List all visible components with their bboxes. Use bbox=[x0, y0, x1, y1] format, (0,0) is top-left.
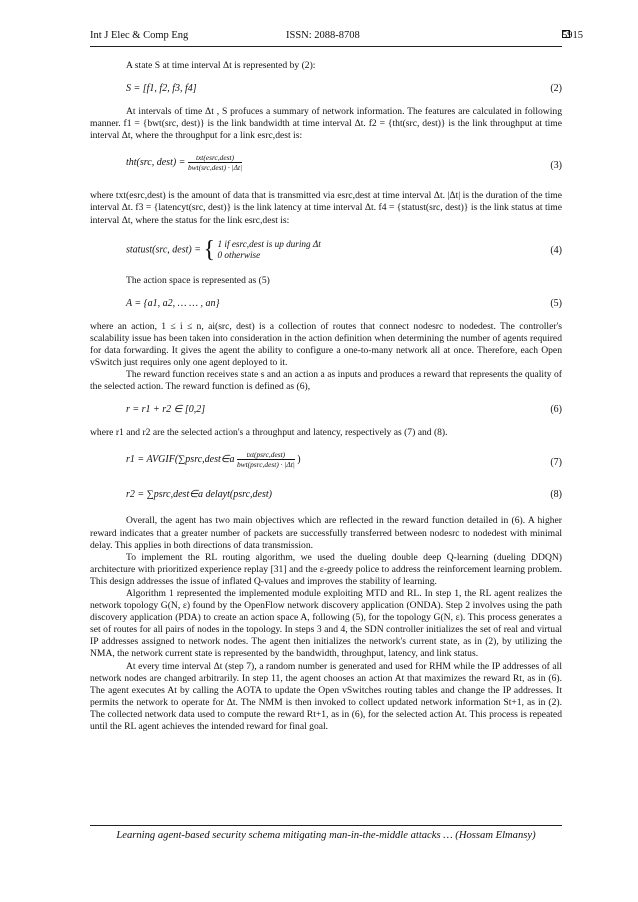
equation-8-number: (8) bbox=[550, 489, 562, 501]
paragraph-reward-function: The reward function receives state s and an action a as inputs and produces a reward that represents the quality of the selected action. The reward function is defined as (6), bbox=[90, 369, 562, 393]
equation-8 bbox=[126, 489, 562, 503]
equation-2-number: (2) bbox=[550, 83, 562, 95]
paragraph-overall: Overall, the agent has two main objectives which are reflected in the reward function detailed in (6). A higher reward indicates that a greater number of packets are successfully transferred between nodesrc to nodedest with minimal delay. This applies in both directions of data transmission. bbox=[90, 515, 562, 551]
equation-3-number: (3) bbox=[550, 160, 562, 172]
equation-5-expr: A = {a1, a2, … … , an} bbox=[126, 297, 220, 309]
equation-3 bbox=[126, 153, 562, 181]
equation-4 bbox=[126, 238, 562, 266]
paragraph-where-r: where r1 and r2 are the selected action's a throughput and latency, respectively as (7) and (8). bbox=[90, 427, 448, 439]
paper-body bbox=[90, 60, 562, 733]
left-brace: { bbox=[203, 236, 216, 263]
paragraph-algorithm: Algorithm 1 represented the implemented module exploiting MTD and RL. In step 1, the RL agent realizes the network topology G(N, ε) found by the OpenFlow network discovery application (ONDA). Step 2 involves using the path discovery application (PDA) to create an action space A, following (5), for the topology G(N, ε). This process generates a set of routes for all pairs of nodes in the topology. In steps 3 and 4, the SDN controller initializes the set of real and virtual IP addresses assigned to network nodes. The agent then initializes the network's current state, as in (2), by utilizing the NMA, the network current state is represented by the bandwidth, throughput, latency, and link status. bbox=[90, 587, 562, 660]
equation-7-fraction bbox=[237, 450, 295, 469]
issn: ISSN: 2088-8708 bbox=[286, 30, 360, 41]
equation-5-number: (5) bbox=[550, 297, 562, 309]
equation-4-case-2: 0 otherwise bbox=[217, 249, 261, 260]
equation-4-number: (4) bbox=[550, 244, 562, 256]
equation-4-case-1: 1 if esrc,dest is up during Δt bbox=[217, 238, 321, 249]
equation-3-numerator: txt(esrc,dest) bbox=[188, 153, 242, 163]
equation-7-numerator: txt(psrc,dest) bbox=[237, 450, 295, 460]
page-header bbox=[90, 30, 583, 44]
equation-8-expr: r2 = ∑psrc,dest∈a delayt(psrc,dest) bbox=[126, 489, 272, 501]
paragraph-every-interval: At every time interval Δt (step 7), a random number is generated and used for RHM while the IP addresses of all network nodes are changed arbitrarily. In step 11, the agent chooses an action At that maximizes the reward Rt, as in (6). The agent executes At by calling the AOTA to update the Open vSwitches routing tables and change the IP addresses. It permits the network to operate for Δt. The NMM is then invoked to collect updated network information St+1, as in (2). The collected network data used to compute the reward Rt+1, as in (6), for the selected action At. This process is repeated until the RL agent achieves the intended reward for final goal. bbox=[90, 660, 562, 732]
paragraph-where-tx: where txt(esrc,dest) is the amount of data that is transmitted via esrc,dest at time interval Δt. |Δt| is the duration of the time interval Δt. f3 = {latencyt(src, dest)} is the link latency at time interval Δt. f4 = {statust(src, dest)} is the link status at time interval Δt, where the status for the link esrc,dest is: bbox=[90, 190, 562, 226]
equation-3-lhs: tht(src, dest) = bbox=[126, 157, 186, 169]
footer-rule bbox=[90, 825, 562, 826]
equation-4-cases bbox=[218, 239, 321, 261]
equation-4-lhs: statust(src, dest) = bbox=[126, 243, 201, 255]
header-rule bbox=[90, 46, 562, 47]
page-number: 5915 bbox=[562, 30, 583, 41]
paragraph-state: A state S at time interval Δt is represented by (2): bbox=[126, 60, 316, 71]
equation-7 bbox=[126, 450, 562, 478]
paragraph-action-space: The action space is represented as (5) bbox=[126, 274, 270, 286]
journal-name: Int J Elec & Comp Eng bbox=[90, 30, 189, 41]
equation-6-expr: r = r1 + r2 ∈ [0,2] bbox=[126, 404, 206, 416]
equation-3-fraction bbox=[188, 153, 242, 172]
equation-6-number: (6) bbox=[550, 404, 562, 416]
page-footer: Learning agent-based security schema mitigating man-in-the-middle attacks … (Hossam Elmansy) bbox=[116, 830, 536, 841]
equation-6 bbox=[126, 404, 562, 418]
equation-3-denominator: bwt(src,dest) · |Δt| bbox=[187, 163, 243, 173]
equation-7-denominator: bwt(psrc,dest) · |Δt| bbox=[236, 460, 295, 470]
equation-7-lhs: r1 = AVGIF(∑psrc,dest∈a bbox=[126, 454, 235, 466]
paragraph-ddqn: To implement the RL routing algorithm, we used the dueling double deep Q-learning (dueling DDQN) architecture with prioritized experience replay [31] and the ε-greedy police to address the reinforcement learning problem. This design addresses the issue of inflated Q-values and improves the stability of learning. bbox=[90, 551, 562, 587]
equation-7-rhs: ) bbox=[297, 454, 301, 466]
paragraph-features: At intervals of time Δt , S profuces a summary of network information. The features are calculated in following manner. f1 = {bwt(src, dest)} is the link bandwidth at time interval Δt. f2 = {tht(src, dest)} is the link throughput at time interval Δt, where the throughput for a link esrc,dest is: bbox=[90, 106, 562, 142]
equation-5 bbox=[126, 298, 562, 312]
equation-2-expr: S = [f1, f2, f3, f4] bbox=[126, 83, 197, 95]
equation-7-number: (7) bbox=[550, 457, 562, 469]
equation-2 bbox=[126, 83, 562, 97]
paragraph-where-action: where an action, 1 ≤ i ≤ n, ai(src, dest) is a collection of routes that connect nodesrc to nodedest. The controller's scalability issue has been taken into consideration in the action definition when determining the number of agents required for data forwarding. It gives the agent the ability to configure a one-to-many network all at once. Therefore, each Open vSwitch just requires only one agent deployed to it. bbox=[90, 320, 562, 369]
